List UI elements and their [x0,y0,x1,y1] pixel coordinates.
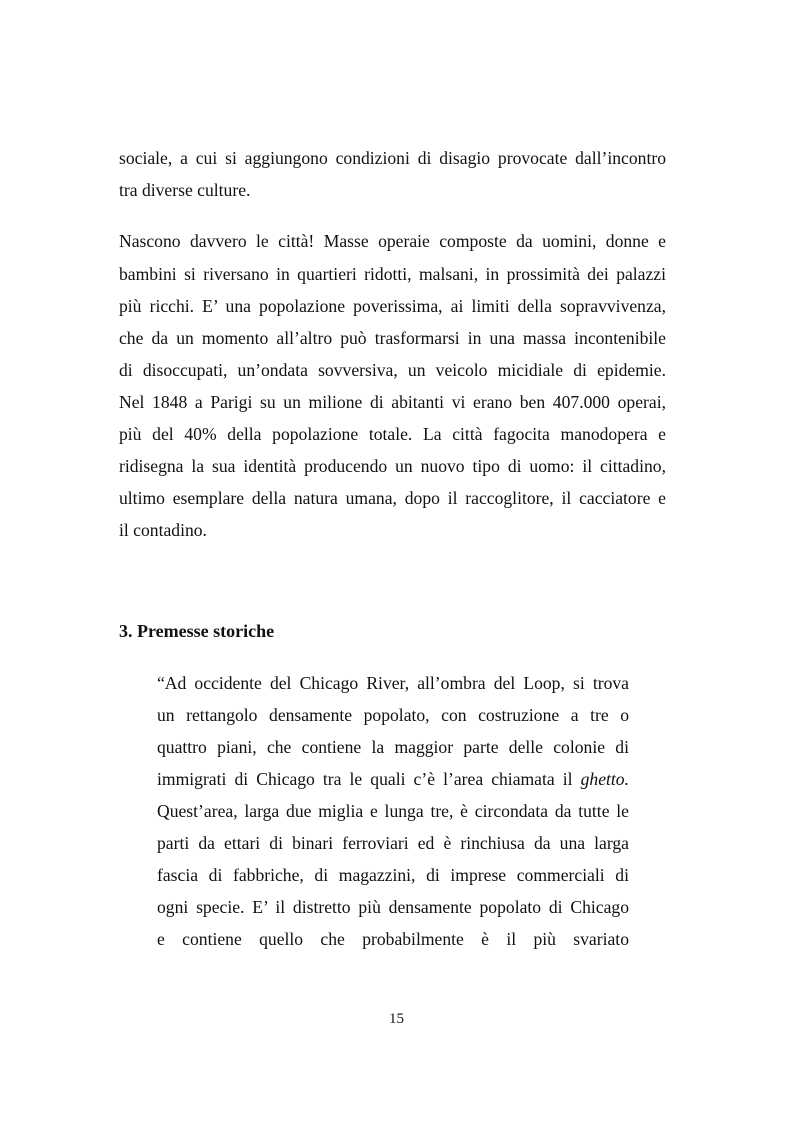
quote-line: un rettangolo densamente popolato, con costruzione a tre o [157,705,629,725]
page-number: 15 [389,1011,404,1027]
italic-term: ghetto. [580,769,629,789]
text-line: il contadino. [119,520,207,540]
quote-line: Quest’area, larga due miglia e lunga tre, è circondata da tutte le [157,801,629,821]
text-line: che da un momento all’altro può trasformarsi in una massa incontenibile [119,328,666,348]
quote-line: e contiene quello che probabilmente è il più svariato [157,929,629,949]
text-line: più del 40% della popolazione totale. La città fagocita manodopera e [119,424,666,444]
text-line: di disoccupati, un’ondata sovversiva, un veicolo micidiale di epidemie. [119,360,666,380]
text-line: ridisegna la sua identità producendo un nuovo tipo di uomo: il cittadino, [119,456,666,476]
quote-line: parti da ettari di binari ferroviari ed è rinchiusa da una larga [157,833,629,853]
text-line: Nel 1848 a Parigi su un milione di abitanti vi erano ben 407.000 operai, [119,392,666,412]
quote-line: “Ad occidente del Chicago River, all’ombra del Loop, si trova [157,673,629,693]
quote-line: fascia di fabbriche, di magazzini, di imprese commerciali di [157,865,629,885]
text-line: più ricchi. E’ una popolazione poverissima, ai limiti della sopravvivenza, [119,296,666,316]
text-line: sociale, a cui si aggiungono condizioni di disagio provocate dall’incontro [119,148,666,168]
text-line: ultimo esemplare della natura umana, dopo il raccoglitore, il cacciatore e [119,488,666,508]
quote-text: immigrati di Chicago tra le quali c’è l’area chiamata il [157,769,573,789]
text-line: tra diverse culture. [119,180,251,200]
text-line: Nascono davvero le città! Masse operaie composte da uomini, donne e [119,231,666,251]
quote-line [157,769,629,789]
section-heading: 3. Premesse storiche [119,621,275,641]
quote-line: ogni specie. E’ il distretto più densamente popolato di Chicago [157,897,629,917]
text-line: bambini si riversano in quartieri ridotti, malsani, in prossimità dei palazzi [119,264,666,284]
quote-line: quattro piani, che contiene la maggior parte delle colonie di [157,737,629,757]
